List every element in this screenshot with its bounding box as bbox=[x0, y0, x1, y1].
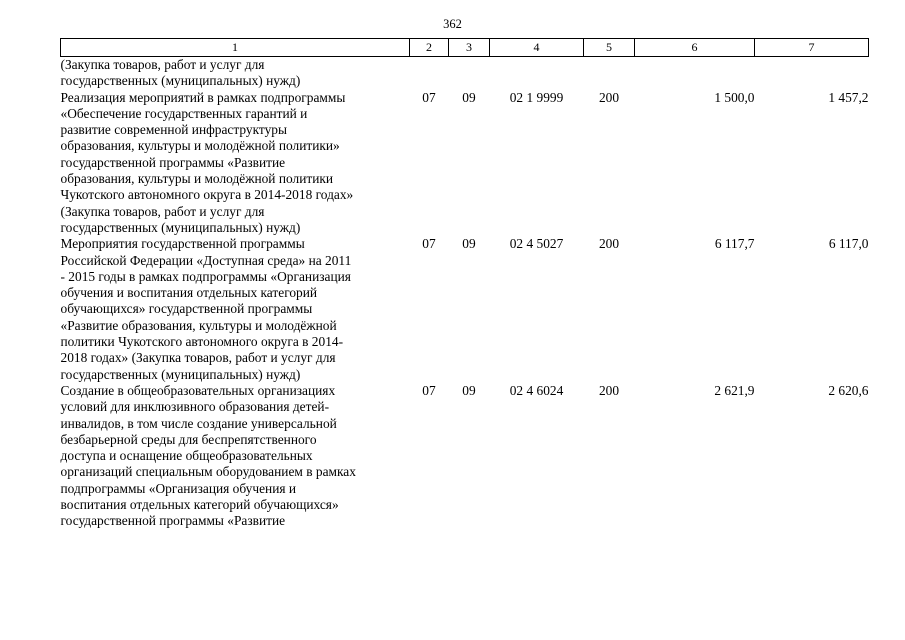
text-line: - 2015 годы в рамках подпрограммы «Организация bbox=[60, 268, 351, 284]
table-row bbox=[61, 383, 869, 530]
text-line: 2018 годах» (Закупка товаров, работ и услуг для bbox=[60, 350, 336, 366]
subsection-code: 09 bbox=[462, 236, 476, 252]
text-line: организаций специальным оборудованием в рамках bbox=[60, 464, 356, 480]
text-line: воспитания отдельных категорий обучающихся» bbox=[60, 497, 339, 513]
section-code: 07 bbox=[422, 89, 436, 105]
text-line: обучающихся» государственной программы bbox=[60, 301, 313, 317]
text-line: инвалидов, в том числе создание универсальной bbox=[60, 415, 337, 431]
text-line: безбарьерной среды для беспрепятственного bbox=[60, 431, 317, 447]
page-number: 362 bbox=[443, 17, 462, 31]
table-header bbox=[61, 39, 869, 57]
planned-amount: 6 117,7 bbox=[714, 236, 755, 252]
text-line: «Развитие образования, культуры и молодёжной bbox=[60, 317, 337, 333]
row-description bbox=[61, 90, 410, 237]
text-line: политики Чукотского автономного округа в 2014- bbox=[60, 334, 344, 350]
text-line: Чукотского автономного округа в 2014-2018 годах» bbox=[60, 187, 354, 203]
table-row bbox=[61, 236, 869, 383]
header-col-4: 4 bbox=[490, 39, 584, 57]
text-line: «Обеспечение государственных гарантий и bbox=[60, 105, 308, 121]
executed-amount: 2 620,6 bbox=[828, 382, 869, 398]
text-line: образования, культуры и молодёжной политики» bbox=[60, 138, 340, 154]
table-row bbox=[61, 90, 869, 237]
section-code: 07 bbox=[422, 382, 436, 398]
text-line: образования, культуры и молодёжной политики bbox=[60, 171, 334, 187]
header-col-2: 2 bbox=[410, 39, 449, 57]
text-line: (Закупка товаров, работ и услуг для bbox=[60, 57, 265, 72]
text-line: государственных (муниципальных) нужд) bbox=[60, 219, 301, 235]
text-line: обучения и воспитания отдельных категорий bbox=[60, 285, 318, 301]
text-line: государственных (муниципальных) нужд) bbox=[60, 366, 301, 382]
text-line: доступа и оснащение общеобразовательных bbox=[60, 448, 313, 464]
planned-amount: 2 621,9 bbox=[714, 382, 755, 398]
text-line: подпрограммы «Организация обучения и bbox=[60, 480, 297, 496]
expense-type-code: 200 bbox=[598, 89, 620, 105]
expense-type-code: 200 bbox=[598, 236, 620, 252]
text-line: развитие современной инфраструктуры bbox=[60, 122, 287, 138]
text-line: Российской Федерации «Доступная среда» на 2011 bbox=[60, 252, 352, 268]
text-line: условий для инклюзивного образования детей- bbox=[60, 399, 330, 415]
target-article-code: 02 4 6024 bbox=[509, 382, 564, 398]
header-col-7: 7 bbox=[755, 39, 869, 57]
target-article-code: 02 1 9999 bbox=[509, 89, 564, 105]
text-line: государственной программы «Развитие bbox=[60, 513, 286, 529]
text-line: (Закупка товаров, работ и услуг для bbox=[60, 203, 265, 219]
header-col-6: 6 bbox=[635, 39, 755, 57]
header-col-5: 5 bbox=[584, 39, 635, 57]
executed-amount: 6 117,0 bbox=[828, 236, 869, 252]
row-description bbox=[61, 236, 410, 383]
subsection-code: 09 bbox=[462, 89, 476, 105]
text-line: Реализация мероприятий в рамках подпрограммы bbox=[60, 89, 346, 105]
header-col-1: 1 bbox=[61, 39, 410, 57]
text-line: государственной программы «Развитие bbox=[60, 154, 286, 170]
text-line: государственных (муниципальных) нужд) bbox=[60, 73, 301, 89]
row-description bbox=[61, 383, 410, 530]
planned-amount: 1 500,0 bbox=[714, 89, 755, 105]
budget-table bbox=[60, 38, 869, 530]
text-line: Мероприятия государственной программы bbox=[60, 236, 305, 252]
subsection-code: 09 bbox=[462, 382, 476, 398]
header-col-3: 3 bbox=[449, 39, 490, 57]
section-code: 07 bbox=[422, 236, 436, 252]
executed-amount: 1 457,2 bbox=[828, 89, 869, 105]
continuation-text bbox=[61, 57, 410, 90]
continuation-row bbox=[61, 57, 869, 90]
target-article-code: 02 4 5027 bbox=[509, 236, 564, 252]
text-line: Создание в общеобразовательных организациях bbox=[60, 382, 336, 398]
expense-type-code: 200 bbox=[598, 382, 620, 398]
